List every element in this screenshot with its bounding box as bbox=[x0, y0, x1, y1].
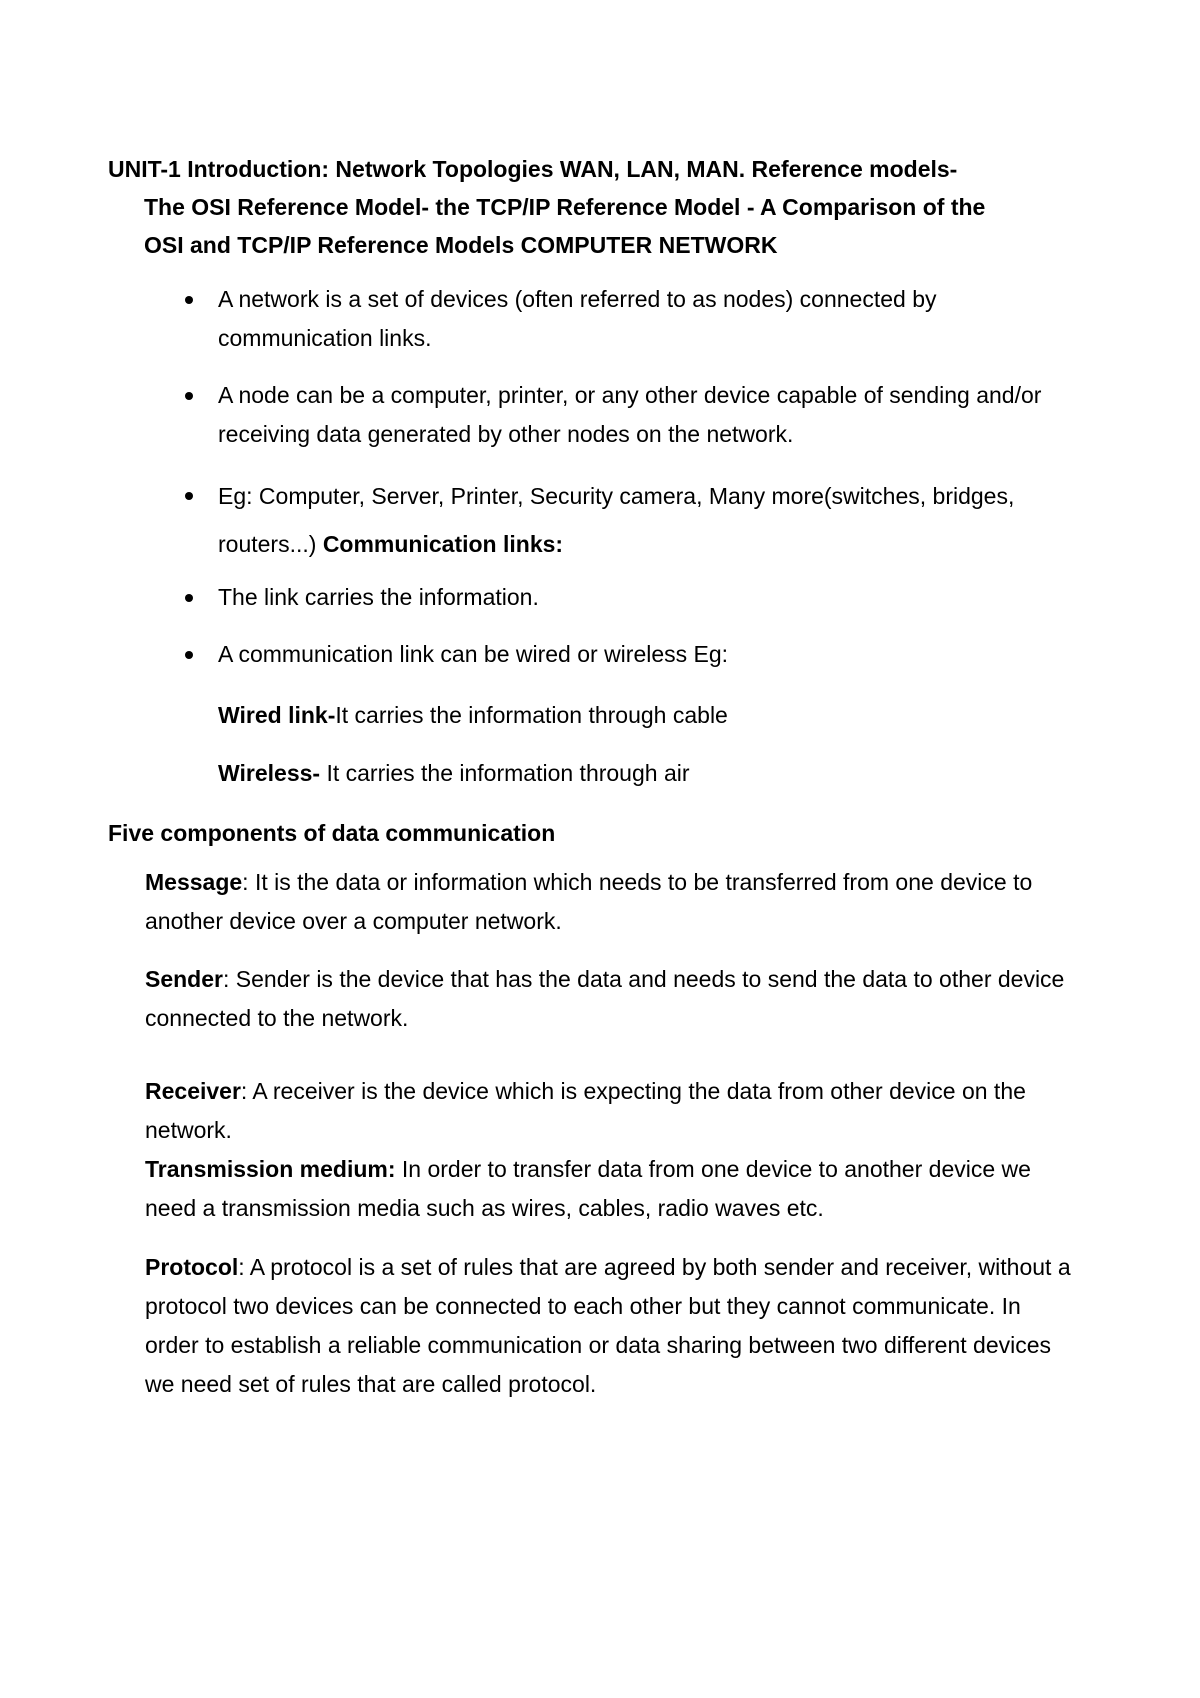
transmission-medium-paragraph bbox=[145, 1150, 1075, 1228]
bullet-text: A network is a set of devices (often referred to as nodes) connected by communication links. bbox=[218, 286, 937, 351]
list-item bbox=[180, 376, 1080, 454]
bullet-icon bbox=[185, 594, 193, 602]
protocol-label: Protocol bbox=[145, 1254, 239, 1280]
bullet-icon bbox=[185, 392, 193, 400]
heading-line-2: The OSI Reference Model- the TCP/IP Reference Model - A Comparison of the bbox=[144, 194, 986, 220]
network-bullet-list bbox=[180, 280, 1080, 692]
list-item bbox=[180, 280, 1080, 358]
heading-line-3: OSI and TCP/IP Reference Models COMPUTER NETWORK bbox=[144, 232, 778, 258]
unit-heading bbox=[108, 150, 1068, 264]
bullet-icon bbox=[185, 492, 193, 500]
protocol-paragraph bbox=[145, 1248, 1075, 1404]
wired-link-label: Wired link- bbox=[218, 702, 336, 728]
receiver-paragraph bbox=[145, 1072, 1075, 1150]
transmission-medium-label: Transmission medium: bbox=[145, 1156, 396, 1182]
message-label: Message bbox=[145, 869, 243, 895]
transmission-medium-text: In order to transfer data from one device to another device we need a transmission media such as wires, cables, radio waves etc. bbox=[145, 1156, 1031, 1221]
bullet-text: Eg: Computer, Server, Printer, Security camera, Many more(switches, bridges, routers...) bbox=[218, 483, 1015, 557]
list-item bbox=[180, 635, 1080, 674]
communication-links-label: Communication links: bbox=[322, 531, 564, 557]
wired-link-line bbox=[218, 700, 1078, 730]
bullet-icon bbox=[185, 651, 193, 659]
heading-line-1: UNIT-1 Introduction: Network Topologies WAN, LAN, MAN. Reference models- bbox=[108, 156, 958, 182]
receiver-text: : A receiver is the device which is expecting the data from other device on the network. bbox=[145, 1078, 1026, 1143]
message-text: : It is the data or information which needs to be transferred from one device to another device over a computer network. bbox=[145, 869, 1033, 934]
sender-text: : Sender is the device that has the data and needs to send the data to other device connected to the network. bbox=[145, 966, 1065, 1031]
sender-label: Sender bbox=[145, 966, 223, 992]
bullet-text: The link carries the information. bbox=[218, 584, 539, 610]
wireless-link-line bbox=[218, 758, 1078, 788]
wireless-link-text: It carries the information through air bbox=[320, 760, 690, 786]
list-item bbox=[180, 472, 1080, 568]
list-item bbox=[180, 578, 1080, 617]
bullet-text: A communication link can be wired or wireless Eg: bbox=[218, 641, 729, 667]
receiver-label: Receiver bbox=[145, 1078, 241, 1104]
sender-paragraph bbox=[145, 960, 1075, 1038]
bullet-icon bbox=[185, 296, 193, 304]
message-paragraph bbox=[145, 863, 1075, 941]
protocol-text: : A protocol is a set of rules that are agreed by both sender and receiver, without a protocol two devices can be connected to each other but they cannot communicate. In order to establish a reliable communication or data sharing between two different devices we need set of rules that are called protocol. bbox=[145, 1254, 1071, 1397]
wired-link-text: It carries the information through cable bbox=[335, 702, 728, 728]
wireless-link-label: Wireless- bbox=[218, 760, 321, 786]
bullet-text: A node can be a computer, printer, or any other device capable of sending and/or receiving data generated by other nodes on the network. bbox=[218, 382, 1042, 447]
section-title: Five components of data communication bbox=[108, 820, 556, 846]
